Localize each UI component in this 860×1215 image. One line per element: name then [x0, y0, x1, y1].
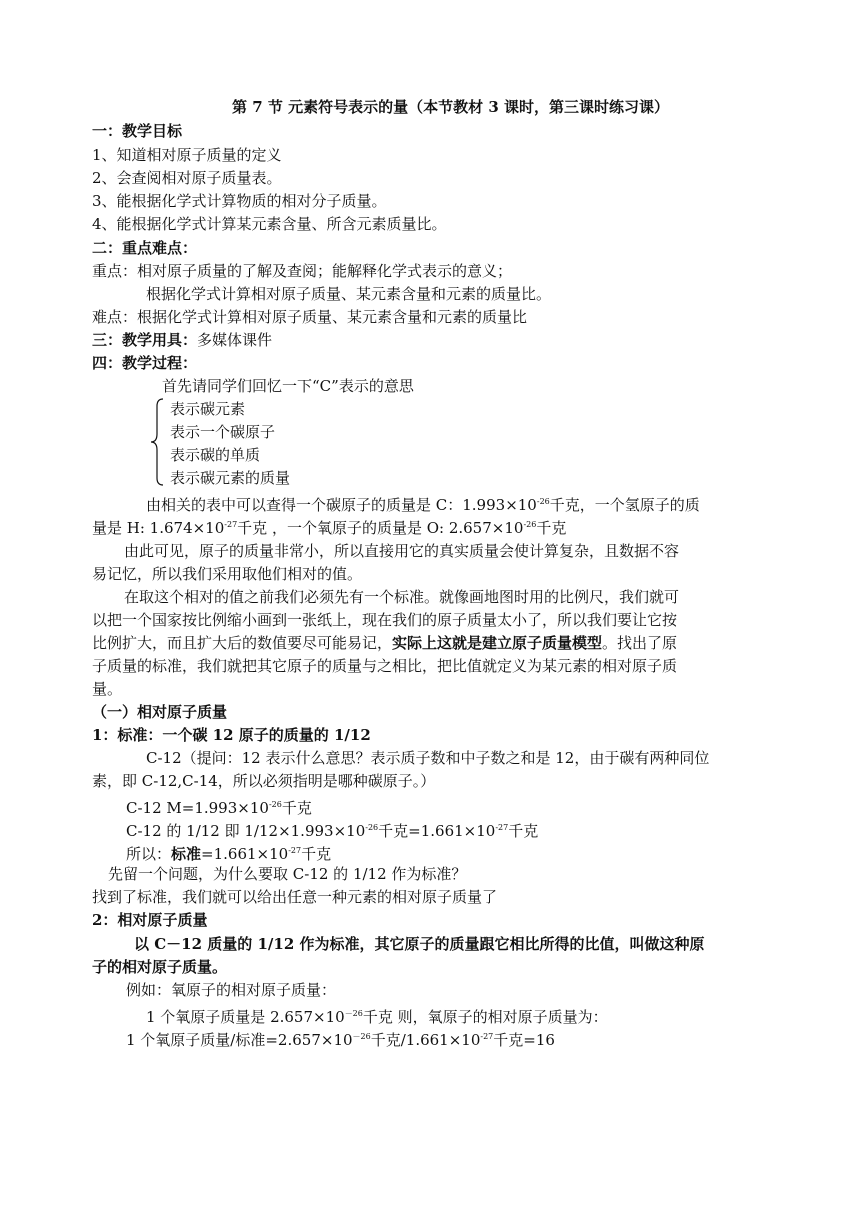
- paragraph-line: 以把一个国家按比例缩小画到一张纸上，现在我们的原子质量太小了，所以我们要让它按: [92, 611, 678, 629]
- text-span: 千克: [536, 519, 567, 537]
- difficult-point: 难点：根据化学式计算相对原子质量、某元素含量和元素的质量比: [92, 308, 528, 326]
- formula-line: [126, 840, 331, 865]
- paragraph-line: C-12（提问：12 表示什么意思？表示质子数和中子数之和是 12，由于碳有两种同位: [146, 749, 710, 767]
- tools-heading: 三：教学用具：: [92, 331, 198, 349]
- exponent: -26: [365, 823, 379, 832]
- document-title: 第 7 节 元素符号表示的量（本节教材 3 课时，第三课时练习课）: [232, 98, 669, 116]
- text-span: 1 个氧原子质量是 2.657×10: [146, 1008, 345, 1026]
- text-span: 千克: [281, 799, 312, 817]
- ram-heading: 2：相对原子质量: [92, 911, 208, 929]
- definition-line: 以 C－12 质量的 1/12 作为标准，其它原子的质量跟它相比所得的比值，叫做这种原: [134, 935, 705, 953]
- exponent: -27: [224, 520, 238, 529]
- exponent: -26: [536, 497, 550, 506]
- process-heading: 四：教学过程：: [92, 354, 198, 372]
- definition-line: 子的相对原子质量。: [92, 958, 228, 976]
- meaning-item: 表示碳元素: [170, 400, 246, 418]
- text-span: 千克/1.661×10: [370, 1031, 481, 1049]
- exponent: －26: [352, 1032, 371, 1041]
- text-span: C-12 M=1.993×10: [126, 799, 269, 817]
- subsection-heading: （一）相对原子质量: [92, 703, 228, 721]
- example-formula: [146, 1003, 608, 1028]
- exponent: -27: [288, 846, 302, 855]
- text-span: 。找出了原: [602, 634, 678, 652]
- paragraph-line: 由此可见，原子的质量非常小，所以直接用它的真实质量会使计算复杂，且数据不容: [124, 542, 680, 560]
- text-span: C-12 的 1/12 即 1/12×1.993×10: [126, 822, 366, 840]
- key-point-1: 重点：相对原子质量的了解及查阅；能解释化学式表示的意义；: [92, 262, 513, 280]
- text-span: 由相关的表中可以查得一个碳原子的质量是 C：1.993×10: [146, 496, 537, 514]
- mass-paragraph-line-2: [92, 514, 566, 539]
- text-span: 千克: [301, 845, 332, 863]
- objectives-heading: 一：教学目标: [92, 122, 183, 140]
- key-points-heading: 二：重点难点：: [92, 239, 198, 257]
- text-span: 量是 H: 1.674×10: [92, 519, 225, 537]
- objective-item: 2、会查阅相对原子质量表。: [92, 169, 282, 187]
- text-span: 千克=16: [493, 1031, 555, 1049]
- meaning-item: 表示一个碳原子: [170, 423, 276, 441]
- emphasis: 实际上这就是建立原子质量模型: [392, 634, 603, 652]
- text-span: 比例扩大，而且扩大后的数值要尽可能易记，: [92, 634, 393, 652]
- objective-item: 3、能根据化学式计算物质的相对分子质量。: [92, 192, 387, 210]
- text-span: 千克: [508, 822, 539, 840]
- formula-line: [126, 817, 538, 842]
- text-span: =1.661×10: [201, 845, 289, 863]
- meaning-item: 表示碳的单质: [170, 446, 261, 464]
- teaching-tools: [92, 329, 272, 351]
- emphasis: 标准: [171, 845, 202, 863]
- tools-text: 多媒体课件: [197, 331, 273, 349]
- paragraph-line: 量。: [92, 680, 123, 698]
- exponent: -26: [268, 800, 282, 809]
- exponent: -27: [480, 1032, 494, 1041]
- paragraph-line: 找到了标准，我们就可以给出任意一种元素的相对原子质量了: [92, 888, 498, 906]
- mass-paragraph-line-1: [146, 491, 700, 516]
- text-span: 千克 ，一个氧原子的质量是 O: 2.657×10: [237, 519, 524, 537]
- paragraph-line: 子质量的标准，我们就把其它原子的质量与之相比，把比值就定义为某元素的相对原子质: [92, 657, 678, 675]
- paragraph-line: 易记忆，所以我们采用取他们相对的值。: [92, 565, 363, 583]
- paragraph-line: 先留一个问题，为什么要取 C-12 的 1/12 作为标准？: [108, 865, 467, 883]
- example-formula: [126, 1026, 555, 1051]
- exponent: -26: [523, 520, 537, 529]
- exponent: －26: [344, 1009, 363, 1018]
- paragraph-line: [92, 632, 677, 654]
- exponent: -27: [495, 823, 509, 832]
- text-span: 千克=1.661×10: [378, 822, 496, 840]
- text-span: 千克，一个氢原子的质: [549, 496, 700, 514]
- formula-line: [126, 794, 312, 819]
- paragraph-line: 素，即 C-12,C-14，所以必须指明是哪种碳原子。）: [92, 772, 436, 790]
- objective-item: 4、能根据化学式计算某元素含量、所含元素质量比。: [92, 215, 447, 233]
- objective-item: 1、知道相对原子质量的定义: [92, 146, 282, 164]
- meaning-item: 表示碳元素的质量: [170, 469, 291, 487]
- recall-text: 首先请同学们回忆一下“C”表示的意思: [162, 377, 414, 395]
- key-point-2: 根据化学式计算相对原子质量、某元素含量和元素的质量比。: [146, 285, 552, 303]
- text-span: 所以：: [126, 845, 172, 863]
- standard-heading: 1：标准：一个碳 12 原子的质量的 1/12: [92, 726, 371, 744]
- text-span: 千克 则，氧原子的相对原子质量为：: [362, 1008, 608, 1026]
- text-span: 1 个氧原子质量/标准=2.657×10: [126, 1031, 353, 1049]
- curly-brace-icon: [150, 398, 164, 486]
- example-line: 例如：氧原子的相对原子质量：: [126, 981, 337, 999]
- paragraph-line: 在取这个相对的值之前我们必须先有一个标准。就像画地图时用的比例尺，我们就可: [124, 588, 680, 606]
